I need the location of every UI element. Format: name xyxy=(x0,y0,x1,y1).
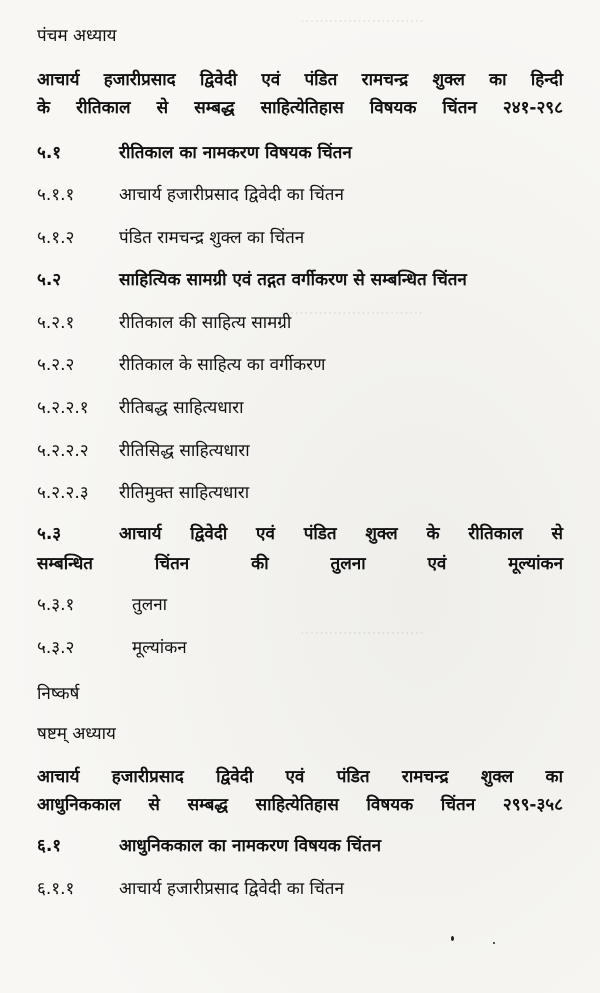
toc-entry xyxy=(37,876,344,899)
chapter-6-heading: षष्टम् अध्याय xyxy=(37,724,116,744)
toc-number: ६.१ xyxy=(37,836,62,856)
toc-text: रीतिसिद्ध साहित्यधारा xyxy=(119,441,250,461)
toc-entry xyxy=(37,225,304,248)
section-5-3 xyxy=(37,520,563,578)
toc-entry xyxy=(37,480,249,503)
toc-entry xyxy=(37,310,291,333)
toc-number: ५.१.१ xyxy=(37,185,75,205)
toc-text: रीतिकाल का नामकरण विषयक चिंतन xyxy=(119,143,352,163)
toc-text: रीतिमुक्त साहित्यधारा xyxy=(119,483,250,503)
toc-text: आचार्य हजारीप्रसाद द्विवेदी का चिंतन xyxy=(119,185,344,205)
toc-number: ५.३.२ xyxy=(37,638,75,658)
chapter-5-title-line-2: के रीतिकाल से सम्बद्ध साहित्येतिहास विषयक चिंतन २४१-२९८ xyxy=(37,98,563,118)
toc-text: मूल्यांकन xyxy=(132,638,187,658)
chapter-5-title-line-1: आचार्य हजारीप्रसाद द्विवेदी एवं पंडित रामचन्द्र शुक्ल का हिन्दी xyxy=(37,70,563,90)
chapter-6-title-line-2: आधुनिककाल से सम्बद्ध साहित्येतिहास विषयक चिंतन २९९-३५८ xyxy=(37,795,563,815)
bleed-through-text: .............................. xyxy=(280,300,424,318)
toc-number: ५.२.२.३ xyxy=(37,483,89,503)
ink-speck xyxy=(451,936,454,941)
section-5-3-line-1 xyxy=(37,520,563,548)
section-5-3-text: आचार्य द्विवेदी एवं पंडित शुक्ल के रीतिकाल से xyxy=(119,524,563,544)
chapter-5-title xyxy=(37,66,563,122)
toc-number: ५.१ xyxy=(37,143,62,163)
toc-entry xyxy=(37,140,352,163)
toc-text: रीतिबद्ध साहित्यधारा xyxy=(119,398,244,418)
toc-text: रीतिकाल की साहित्य सामग्री xyxy=(119,313,292,333)
toc-entry xyxy=(37,395,243,418)
toc-entry xyxy=(37,592,167,615)
toc-text: साहित्यिक सामग्री एवं तद्गत वर्गीकरण से सम्बन्धित चिंतन xyxy=(119,270,467,290)
toc-entry xyxy=(37,635,187,658)
toc-entry xyxy=(37,182,344,205)
toc-number: ५.२.२.१ xyxy=(37,398,89,418)
chapter-5-heading: पंचम अध्याय xyxy=(37,26,117,46)
toc-number: ६.१.१ xyxy=(37,879,75,899)
chapter-6-title-line-1: आचार्य हजारीप्रसाद द्विवेदी एवं पंडित रामचन्द्र शुक्ल का xyxy=(37,767,563,787)
toc-number: ५.२ xyxy=(37,270,62,290)
bleed-through-text: .......................... xyxy=(300,620,424,638)
toc-number: ५.२.२.२ xyxy=(37,441,89,461)
ink-speck xyxy=(493,942,495,944)
toc-entry xyxy=(37,438,250,461)
bleed-through-text: .......................... xyxy=(300,8,424,26)
conclusion-heading: निष्कर्ष xyxy=(37,684,80,704)
toc-entry xyxy=(37,267,467,290)
toc-text: आधुनिककाल का नामकरण विषयक चिंतन xyxy=(119,836,382,856)
toc-entry xyxy=(37,833,381,856)
toc-number: ५.२.१ xyxy=(37,313,75,333)
toc-number: ५.३ xyxy=(37,524,62,544)
toc-text: आचार्य हजारीप्रसाद द्विवेदी का चिंतन xyxy=(119,879,344,899)
toc-entry xyxy=(37,352,325,375)
toc-text: पंडित रामचन्द्र शुक्ल का चिंतन xyxy=(119,228,305,248)
chapter-6-title xyxy=(37,763,563,819)
toc-number: ५.३.१ xyxy=(37,595,75,615)
section-5-3-line-2: सम्बन्धित चिंतन की तुलना एवं मूल्यांकन xyxy=(37,554,563,574)
toc-text: रीतिकाल के साहित्य का वर्गीकरण xyxy=(119,355,326,375)
toc-text: तुलना xyxy=(132,595,168,615)
toc-number: ५.१.२ xyxy=(37,228,75,248)
toc-number: ५.२.२ xyxy=(37,355,75,375)
